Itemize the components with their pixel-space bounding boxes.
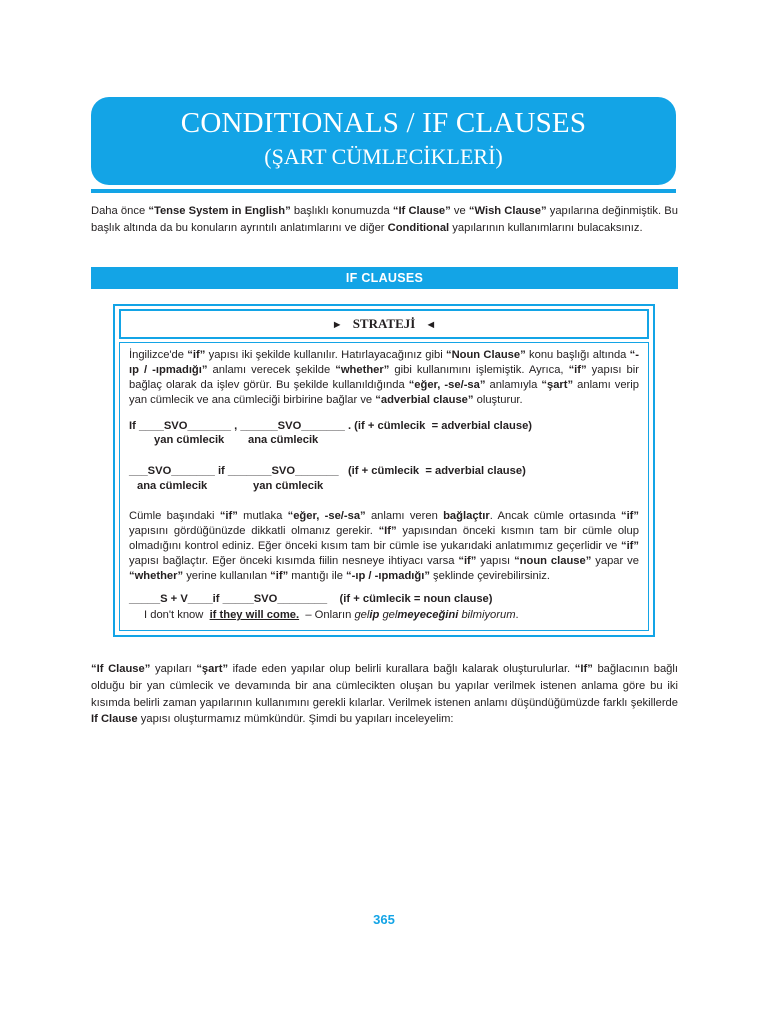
section-heading: IF CLAUSES [91,267,678,289]
outro-paragraph: “If Clause” yapıları “şart” ifade eden yapılar olup belirli kurallara bağlı kalarak oluşturulurlar. “If” bağlacının bağlı olduğu bir yan cümlecik ve devamında bir ana cümlecikten oluşan bu yapılar verilmek istenen anlama göre bu iki kısımda belirli zaman yapılarının kullanımını gerekli kılarlar. Verilmek istenen anlamı düşündüğümüzde farklı şekillerde If Clause yapısı oluşturmamız mümkündür. Şimdi bu yapıları inceleyelim: [91,663,678,726]
page-number: 365 [373,912,395,927]
strategy-paragraph-1: İngilizce'de “if” yapısı iki şekilde kullanılır. Hatırlayacağınız gibi “Noun Clause” konu başlığı altında “-ıp / -ıpmadığı” anlamı verecek şekilde “whether” gibi kullanımını işlemiştik. Ayrıca, “if” yapısı bir bağlaç olarak da işlev görür. Bu şekilde kullanıldığında “eğer, -se/-sa” anlamıyla “şart” anlamı verip yan cümlecik ve ana cümleciği birbirine bağlar ve “adverbial clause” oluşturur. [129,349,639,406]
formula-2-label-sub: yan cümlecik [253,480,324,492]
formula-3: _____S + V____if _____SVO________ (if + cümlecik = noun clause) [129,593,493,605]
page-subtitle: (ŞART CÜMLECİKLERİ) [264,144,503,169]
strategy-title: STRATEJİ [352,316,416,331]
formula-1: If ____SVO_______ , ______SVO_______ . (if + cümlecik = adverbial clause) [129,420,533,432]
formula-2: ___SVO_______ if _______SVO_______ (if + cümlecik = adverbial clause) [129,465,526,477]
intro-paragraph: Daha önce “Tense System in English” başlıklı konumuzda “If Clause” ve “Wish Clause” yapılarına değinmiştik. Bu başlık altında da bu konuların ayrıntılı anlatımlarını ve diğer Conditional yapılarının kullanımlarını bulacaksınız. [91,205,678,234]
right-triangle-icon: ► [331,319,343,331]
left-triangle-icon: ◄ [425,319,437,331]
title-banner [91,97,676,185]
formula-1-label-sub: yan cümlecik [154,434,225,446]
strategy-header [119,309,649,339]
formula-1-label-main: ana cümlecik [248,434,319,446]
example-sentence: I don't know if they will come. – Onların gelip gelmeyeceğini bilmiyorum. [144,609,519,621]
page-title: CONDITIONALS / IF CLAUSES [180,107,587,139]
banner-underline [91,189,676,193]
formula-2-label-main: ana cümlecik [137,480,208,492]
strategy-paragraph-2: Cümle başındaki “if” mutlaka “eğer, -se/-sa” anlamı veren bağlaçtır. Ancak cümle ortasında “if” yapısını gördüğünüzde dikkatli olmanız gerekir. “If” yapısından önceki kısmın tam bir cümle olup olmadığını kontrol ediniz. Eğer önceki kısım tam bir cümle ise yukarıdaki anlatımımız geçerlidir ve “if” yapısı bağlaçtır. Eğer önceki kısımda fiilin nesneye ihtiyacı varsa “if” yapısı “noun clause” yapar ve “whether” yerine kullanılan “if” mantığı ile “-ıp / -ıpmadığı” şeklinde çevirebilirsiniz. [129,510,639,582]
strategy-box [119,342,649,631]
